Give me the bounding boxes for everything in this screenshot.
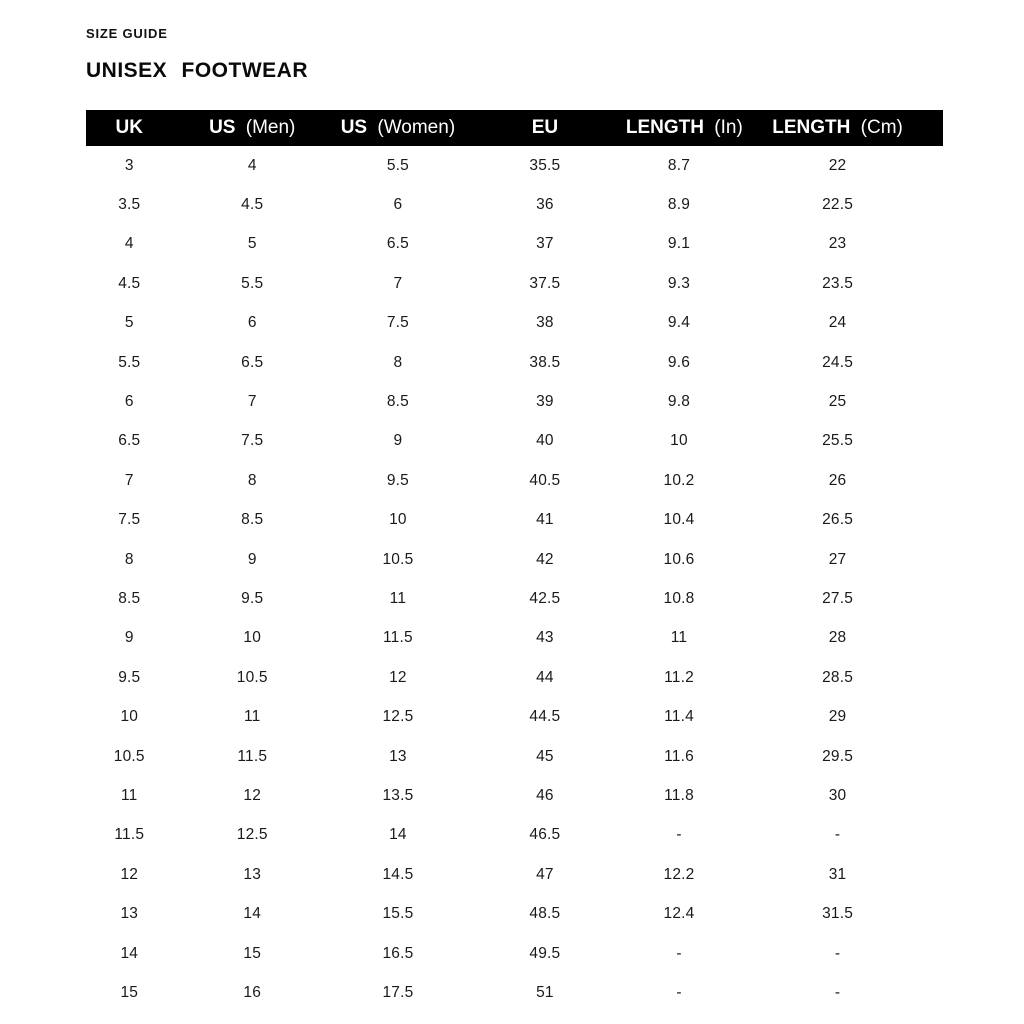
header-label: EU <box>531 117 559 138</box>
header-label: UK <box>115 117 143 138</box>
table-cell: 7 <box>393 274 403 292</box>
table-cell: 12.5 <box>382 708 414 726</box>
table-cell: 9.5 <box>241 589 264 607</box>
table-cell: 44.5 <box>529 708 561 726</box>
table-cell: 12.5 <box>236 826 268 844</box>
table-cell: 39 <box>536 393 554 411</box>
table-row <box>86 658 943 697</box>
table-cell: 9 <box>247 550 257 568</box>
table-cell: 15 <box>120 983 139 1001</box>
table-cell: 7.5 <box>118 511 141 529</box>
table-cell: 22 <box>828 156 847 174</box>
table-row <box>86 264 943 303</box>
table-row <box>86 619 943 658</box>
table-cell: 8 <box>393 353 403 371</box>
table-cell: - <box>834 983 841 1001</box>
table-cell: 8.7 <box>667 156 691 174</box>
table-header-cell <box>173 110 332 146</box>
table-header-cell <box>86 110 173 146</box>
table-cell: 9 <box>124 629 134 647</box>
table-cell: 3 <box>124 156 134 174</box>
table-cell: 38.5 <box>529 353 561 371</box>
table-cell: 7 <box>124 471 134 489</box>
table-cell: 10.4 <box>663 511 695 529</box>
table-cell: 11 <box>121 786 138 804</box>
table-cell: 6 <box>247 314 257 332</box>
table-cell: 42 <box>536 550 554 568</box>
table-cell: 11.2 <box>664 668 694 686</box>
table-header-row <box>86 110 943 146</box>
table-row <box>86 973 943 1012</box>
table-cell: 45 <box>536 747 554 765</box>
table-cell: 29.5 <box>822 747 854 765</box>
table-cell: - <box>676 983 682 1001</box>
table-cell: 14 <box>120 944 139 962</box>
table-cell: 9.1 <box>667 235 691 253</box>
table-cell: 46 <box>536 786 554 804</box>
table-cell: 10.8 <box>663 589 695 607</box>
table-row <box>86 855 943 894</box>
table-cell: 28.5 <box>822 668 854 686</box>
table-cell: 12.2 <box>663 865 695 883</box>
table-cell: 43 <box>536 629 554 647</box>
table-cell: 8.5 <box>386 393 409 411</box>
table-cell: 14 <box>243 905 262 923</box>
table-cell: 12 <box>243 786 262 804</box>
table-cell: 10.2 <box>663 471 695 489</box>
table-row <box>86 737 943 776</box>
table-cell: 40.5 <box>529 471 561 489</box>
table-row <box>86 776 943 815</box>
table-cell: 4 <box>124 235 134 253</box>
table-cell: 16.5 <box>382 944 414 962</box>
table-cell: 10.5 <box>113 747 145 765</box>
table-cell: 6 <box>124 393 134 411</box>
table-cell: 35.5 <box>529 156 561 174</box>
table-cell: 11.5 <box>237 747 268 765</box>
table-cell: 4 <box>247 156 257 174</box>
table-cell: 37 <box>536 235 554 253</box>
table-row <box>86 579 943 618</box>
table-cell: 9.3 <box>667 274 691 292</box>
table-cell: 6.5 <box>118 432 141 450</box>
table-row <box>86 225 943 264</box>
table-cell: 12.4 <box>663 905 695 923</box>
table-cell: 5 <box>247 235 257 253</box>
table-row <box>86 185 943 224</box>
table-cell: 9.5 <box>386 471 409 489</box>
table-cell: 23 <box>828 235 847 253</box>
table-cell: 6.5 <box>386 235 409 253</box>
table-cell: 25.5 <box>822 432 854 450</box>
table-cell: 14 <box>389 826 407 844</box>
table-cell: 10.5 <box>382 550 414 568</box>
table-row <box>86 422 943 461</box>
table-cell: 10 <box>120 708 139 726</box>
table-header-cell <box>625 110 743 146</box>
table-cell: 26.5 <box>822 511 854 529</box>
table-cell: 42.5 <box>529 589 561 607</box>
table-cell: 4.5 <box>241 196 264 214</box>
table-cell: 8.9 <box>667 196 691 214</box>
table-cell: 47 <box>536 865 554 883</box>
table-row <box>86 816 943 855</box>
table-cell: 41 <box>536 511 554 529</box>
table-cell: 7.5 <box>386 314 409 332</box>
table-cell: 24 <box>828 314 847 332</box>
table-cell: 12 <box>389 668 407 686</box>
table-cell: 11.5 <box>383 629 413 647</box>
table-cell: 27 <box>828 550 847 568</box>
table-cell: 10 <box>389 511 407 529</box>
table-row <box>86 540 943 579</box>
table-cell: 5 <box>124 314 134 332</box>
table-cell: 11.6 <box>664 747 694 765</box>
table-cell: 9.8 <box>667 393 691 411</box>
table-cell: 24.5 <box>822 353 854 371</box>
table-cell: 15 <box>243 944 262 962</box>
table-cell: 11.8 <box>664 786 694 804</box>
table-cell: 10.6 <box>663 550 695 568</box>
table-cell: 23.5 <box>822 274 854 292</box>
table-cell: 10.5 <box>236 668 268 686</box>
table-row <box>86 382 943 421</box>
table-cell: 38 <box>536 314 554 332</box>
table-row <box>86 461 943 500</box>
table-cell: 16 <box>243 983 262 1001</box>
size-table <box>86 110 943 1013</box>
table-row <box>86 697 943 736</box>
table-cell: 13 <box>389 747 407 765</box>
table-cell: 36 <box>536 196 554 214</box>
table-header-cell <box>464 110 626 146</box>
table-header-cell <box>732 110 943 146</box>
table-cell: - <box>834 944 841 962</box>
table-cell: 8 <box>247 471 257 489</box>
table-cell: 22.5 <box>822 196 854 214</box>
table-row <box>86 894 943 933</box>
table-cell: 6.5 <box>241 353 264 371</box>
table-cell: 44 <box>536 668 554 686</box>
table-cell: 51 <box>536 983 554 1001</box>
table-cell: 46.5 <box>529 826 561 844</box>
table-row <box>86 343 943 382</box>
table-row <box>86 304 943 343</box>
table-cell: 3.5 <box>118 196 141 214</box>
table-cell: 37.5 <box>529 274 561 292</box>
table-cell: 30 <box>828 786 847 804</box>
table-cell: 31.5 <box>822 905 854 923</box>
table-cell: 7 <box>247 393 257 411</box>
header-label: LENGTH <box>625 117 704 138</box>
table-cell: 9.5 <box>118 668 141 686</box>
table-cell: 5.5 <box>118 353 141 371</box>
table-cell: - <box>834 826 841 844</box>
table-cell: 8 <box>124 550 134 568</box>
table-body <box>86 146 943 1013</box>
page-title: UNISEX FOOTWEAR <box>86 59 309 82</box>
table-cell: 8.5 <box>118 589 141 607</box>
table-cell: 12 <box>120 865 139 883</box>
table-cell: 15.5 <box>382 905 414 923</box>
table-cell: 13 <box>243 865 262 883</box>
table-cell: 26 <box>828 471 847 489</box>
table-cell: 13.5 <box>382 786 414 804</box>
table-cell: 11 <box>243 708 261 726</box>
header-unit-label: (In) <box>714 117 743 138</box>
size-guide-label: SIZE GUIDE <box>86 26 168 41</box>
header-unit-label: (Men) <box>245 117 296 138</box>
table-cell: 11.5 <box>114 826 145 844</box>
table-cell: 6 <box>393 196 403 214</box>
table-cell: 9.4 <box>667 314 691 332</box>
table-cell: 40 <box>536 432 554 450</box>
table-cell: 9 <box>393 432 403 450</box>
table-cell: 14.5 <box>382 865 414 883</box>
table-cell: 28 <box>828 629 847 647</box>
header-unit-label: (Women) <box>377 117 456 138</box>
table-row <box>86 146 943 185</box>
table-cell: 5.5 <box>386 156 409 174</box>
table-cell: 48.5 <box>529 905 561 923</box>
header-label: US <box>209 117 236 138</box>
table-row <box>86 934 943 973</box>
table-cell: 5.5 <box>241 274 264 292</box>
header-unit-label: (Cm) <box>860 117 903 138</box>
table-cell: 25 <box>828 393 847 411</box>
table-cell: 11 <box>389 589 407 607</box>
table-cell: 8.5 <box>241 511 264 529</box>
header-label: US <box>340 117 368 138</box>
table-cell: 7.5 <box>241 432 264 450</box>
table-cell: 29 <box>828 708 847 726</box>
table-row <box>86 501 943 540</box>
table-cell: 17.5 <box>382 983 414 1001</box>
table-cell: 10 <box>670 432 688 450</box>
table-cell: - <box>676 944 682 962</box>
header-label: LENGTH <box>772 117 851 138</box>
table-cell: 31 <box>828 865 847 883</box>
table-cell: 13 <box>120 905 139 923</box>
table-cell: - <box>676 826 682 844</box>
table-cell: 27.5 <box>822 589 854 607</box>
table-cell: 9.6 <box>667 353 691 371</box>
table-cell: 11 <box>670 629 688 647</box>
table-cell: 11.4 <box>664 708 694 726</box>
table-cell: 4.5 <box>118 274 141 292</box>
table-cell: 10 <box>243 629 262 647</box>
table-cell: 49.5 <box>529 944 561 962</box>
table-header-cell <box>332 110 464 146</box>
